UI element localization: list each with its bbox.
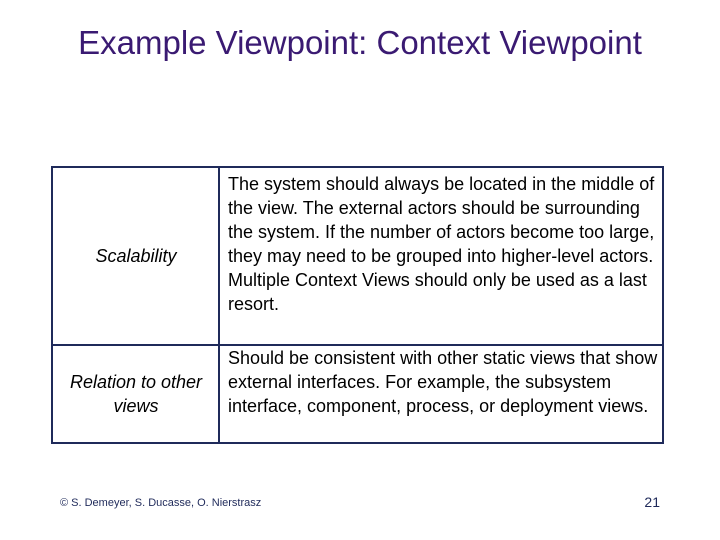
row-text-scalability: The system should always be located in the middle of the view. The external actors should be surrounding the system. If the number of actors become too large, they may need to be grouped into higher-level actors. Multiple Context Views should only be used as a last resort. <box>228 174 655 314</box>
row-label-scalability: Scalability <box>95 246 177 266</box>
row-label-relation-to-other-views: Relation to other views <box>69 372 203 416</box>
page-number: 21 <box>644 494 660 510</box>
slide-title: Example Viewpoint: Context Viewpoint <box>78 24 642 61</box>
footer-copyright: © S. Demeyer, S. Ducasse, O. Nierstrasz <box>60 497 262 509</box>
column-divider <box>218 168 220 442</box>
row-text-relation-to-other-views: Should be consistent with other static views that show external interfaces. For example, the subsystem interface, component, process, or deployment views. <box>228 348 658 416</box>
viewpoint-table <box>51 166 664 444</box>
